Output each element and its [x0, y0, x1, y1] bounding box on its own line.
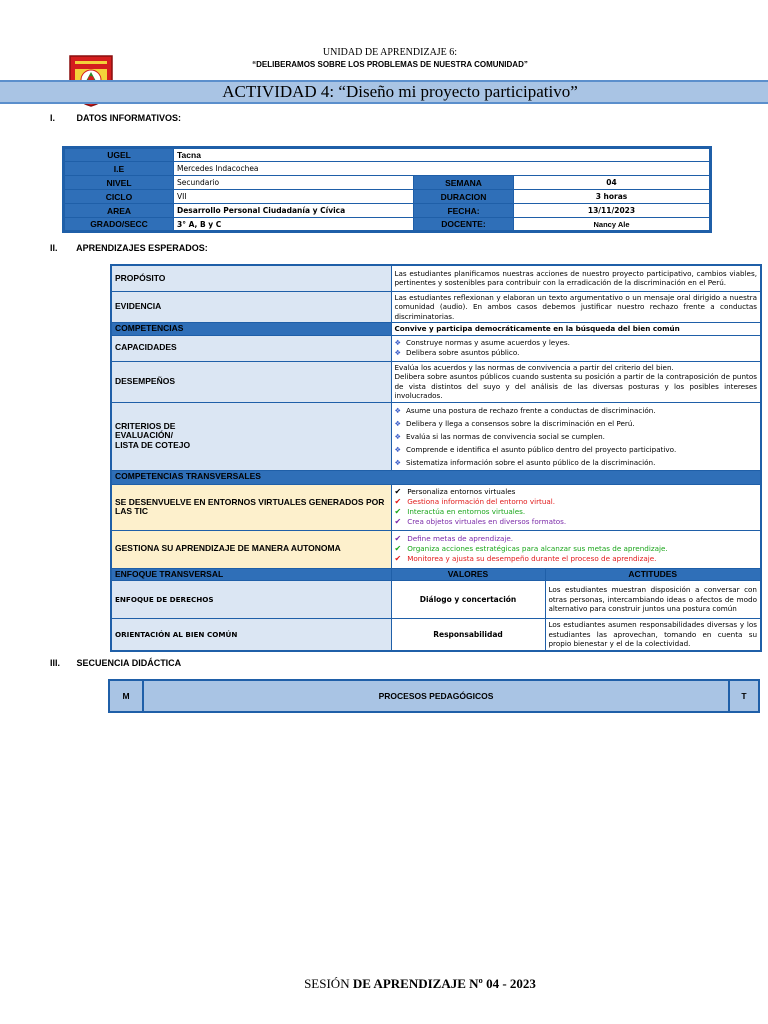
unit-subtitle: “DELIBERAMOS SOBRE LOS PROBLEMAS DE NUESTRA COMUNIDAD” — [252, 60, 528, 69]
diamond-bullet-icon: ❖ — [394, 418, 401, 428]
checkmark-icon: ✔ — [394, 507, 402, 516]
aprendizajes-table — [110, 264, 762, 652]
list-item: ✔ Personaliza entornos virtuales — [394, 487, 516, 496]
competencias-label: COMPETENCIAS — [111, 323, 391, 336]
list-item: ✔ Organiza acciones estratégicas para alcanzar sus metas de aprendizaje. — [394, 544, 668, 553]
secuencia-table — [108, 679, 760, 713]
list-item: ✔ Define metas de aprendizaje. — [394, 534, 514, 543]
transversales-label: COMPETENCIAS TRANSVERSALES — [111, 470, 761, 484]
list-item: ✔ Gestiona información del entorno virtual. — [394, 497, 556, 506]
list-item: ❖ Asume una postura de rechazo frente a conductas de discriminación. — [394, 405, 656, 415]
list-item: ❖ Delibera y llega a consensos sobre la discriminación en el Perú. — [394, 418, 635, 428]
proposito-text: Las estudiantes planificamos nuestras acciones de nuestro proyecto participativo, cambios viables, pertinentes y sostenibles para contribuir con la erradicación de la discriminación en el Perú. — [391, 265, 761, 291]
section-number: III. — [50, 658, 61, 668]
tic-label: SE DESENVUELVE EN ENTORNOS VIRTUALES GENERADOS POR LAS TIC — [111, 484, 391, 530]
section-number: II. — [50, 243, 58, 253]
diamond-bullet-icon: ❖ — [394, 457, 401, 467]
section-label: DATOS INFORMATIVOS: — [76, 113, 182, 123]
list-item: ✔ Monitorea y ajusta su desempeño durante el proceso de aprendizaje. — [394, 554, 657, 563]
checkmark-icon: ✔ — [394, 534, 402, 543]
diamond-bullet-icon: ❖ — [394, 348, 401, 357]
ugel-label: UGEL — [64, 148, 174, 162]
ugel-value: Tacna — [174, 148, 711, 162]
checkmark-icon: ✔ — [394, 517, 402, 526]
enfoque-derechos: ENFOQUE DE DERECHOS — [111, 581, 391, 619]
ie-value: Mercedes Indacochea — [174, 162, 711, 176]
duracion-label: DURACION — [414, 190, 514, 204]
diamond-bullet-icon: ❖ — [394, 444, 401, 454]
footer-prefix: SESIÓN — [304, 976, 350, 991]
docente-value: Nancy Ale — [514, 218, 711, 232]
fecha-value: 13/11/2023 — [514, 204, 711, 218]
grado-value: 3° A, B y C — [174, 218, 414, 232]
docente-label: DOCENTE: — [414, 218, 514, 232]
diamond-bullet-icon: ❖ — [394, 338, 401, 347]
capacidades-label: CAPACIDADES — [111, 335, 391, 361]
section-2-heading — [50, 243, 208, 253]
enfoque-header: ENFOQUE TRANSVERSAL — [111, 568, 391, 581]
enfoque-bien-comun: ORIENTACIÓN AL BIEN COMÚN — [111, 619, 391, 651]
actitud-2: Los estudiantes asumen responsabilidades diversas y los estudiantes las aprovechan, tomando en cuenta su propio bienestar y el de la colectividad. — [545, 619, 761, 651]
semana-value: 04 — [514, 176, 711, 190]
fecha-label: FECHA: — [414, 204, 514, 218]
valor-responsabilidad: Responsabilidad — [391, 619, 545, 651]
t-header: T — [729, 680, 759, 712]
checkmark-icon: ✔ — [394, 554, 402, 563]
semana-label: SEMANA — [414, 176, 514, 190]
evidencia-text: Las estudiantes reflexionan y elaboran un texto argumentativo o un mensaje oral dirigido a nuestra comunidad (audio). En ambos casos debemos justificar nuestro rechazo frente a conductas discriminatorias. — [391, 291, 761, 323]
autonoma-list — [391, 530, 761, 568]
grado-label: GRADO/SECC — [64, 218, 174, 232]
m-header: M — [109, 680, 143, 712]
list-item: ❖ Evalúa si las normas de convivencia social se cumplen. — [394, 431, 605, 441]
tic-list — [391, 484, 761, 530]
activity-title: ACTIVIDAD 4: “Diseño mi proyecto participativo” — [222, 82, 578, 101]
actitud-1: Los estudiantes muestran disposición a conversar con otras personas, intercambiando ideas o afectos de modo alternativo para construir juntos una postura común — [545, 581, 761, 619]
list-item: ❖ Sistematiza información sobre el asunto público de la discriminación. — [394, 457, 656, 467]
ciclo-value: VII — [174, 190, 414, 204]
checkmark-icon: ✔ — [394, 487, 402, 496]
proposito-label: PROPÓSITO — [111, 265, 391, 291]
section-label: APRENDIZAJES ESPERADOS: — [76, 243, 208, 253]
desempenos-label: DESEMPEÑOS — [111, 361, 391, 402]
desempenos-text — [391, 361, 761, 402]
capacidades-list — [391, 335, 761, 361]
procesos-header: PROCESOS PEDAGÓGICOS — [143, 680, 729, 712]
area-label: AREA — [64, 204, 174, 218]
list-item: ❖ Comprende e identifica el asunto público dentro del proyecto participativo. — [394, 444, 677, 454]
footer-session — [160, 976, 680, 992]
list-item: ❖ Delibera sobre asuntos público. — [394, 348, 520, 357]
actitudes-header: ACTITUDES — [545, 568, 761, 581]
list-item: ✔ Crea objetos virtuales en diversos formatos. — [394, 517, 567, 526]
section-number: I. — [50, 113, 56, 123]
area-value: Desarrollo Personal Ciudadanía y Cívica — [174, 204, 414, 218]
ciclo-label: CICLO — [64, 190, 174, 204]
evidencia-label: EVIDENCIA — [111, 291, 391, 323]
checkmark-icon: ✔ — [394, 497, 402, 506]
diamond-bullet-icon: ❖ — [394, 431, 401, 441]
desempeno-1: Evalúa los acuerdos y las normas de convivencia a partir del criterio del bien. — [394, 362, 674, 372]
valores-header: VALORES — [391, 568, 545, 581]
section-label: SECUENCIA DIDÁCTICA — [76, 658, 182, 668]
desempeno-2: Delibera sobre asuntos públicos cuando sustenta su posición a partir de la contraposición de puntos de vista distintos del suyo y del análisis de las diversas posturas y los posibles intereses involucrados. — [394, 372, 757, 400]
footer-main: DE APRENDIZAJE Nº 04 - 2023 — [352, 976, 536, 991]
nivel-label: NIVEL — [64, 176, 174, 190]
valor-dialogo: Diálogo y concertación — [391, 581, 545, 619]
checkmark-icon: ✔ — [394, 544, 402, 553]
duracion-value: 3 horas — [514, 190, 711, 204]
ie-label: I.E — [64, 162, 174, 176]
competencia-text: Convive y participa democráticamente en la búsqueda del bien común — [391, 323, 761, 336]
section-3-heading — [50, 658, 181, 668]
diamond-bullet-icon: ❖ — [394, 405, 401, 415]
list-item: ❖ Construye normas y asume acuerdos y leyes. — [394, 338, 570, 347]
criterios-list — [391, 402, 761, 470]
datos-informativos-table — [62, 146, 712, 233]
list-item: ✔ Interactúa en entornos virtuales. — [394, 507, 526, 516]
section-1-heading — [50, 113, 181, 123]
autonoma-label: GESTIONA SU APRENDIZAJE DE MANERA AUTONOMA — [111, 530, 391, 568]
unit-title: UNIDAD DE APRENDIZAJE 6: — [322, 47, 458, 58]
criterios-label: CRITERIOS DE EVALUACIÓN/ LISTA DE COTEJO — [111, 402, 391, 470]
nivel-value: Secundario — [174, 176, 414, 190]
